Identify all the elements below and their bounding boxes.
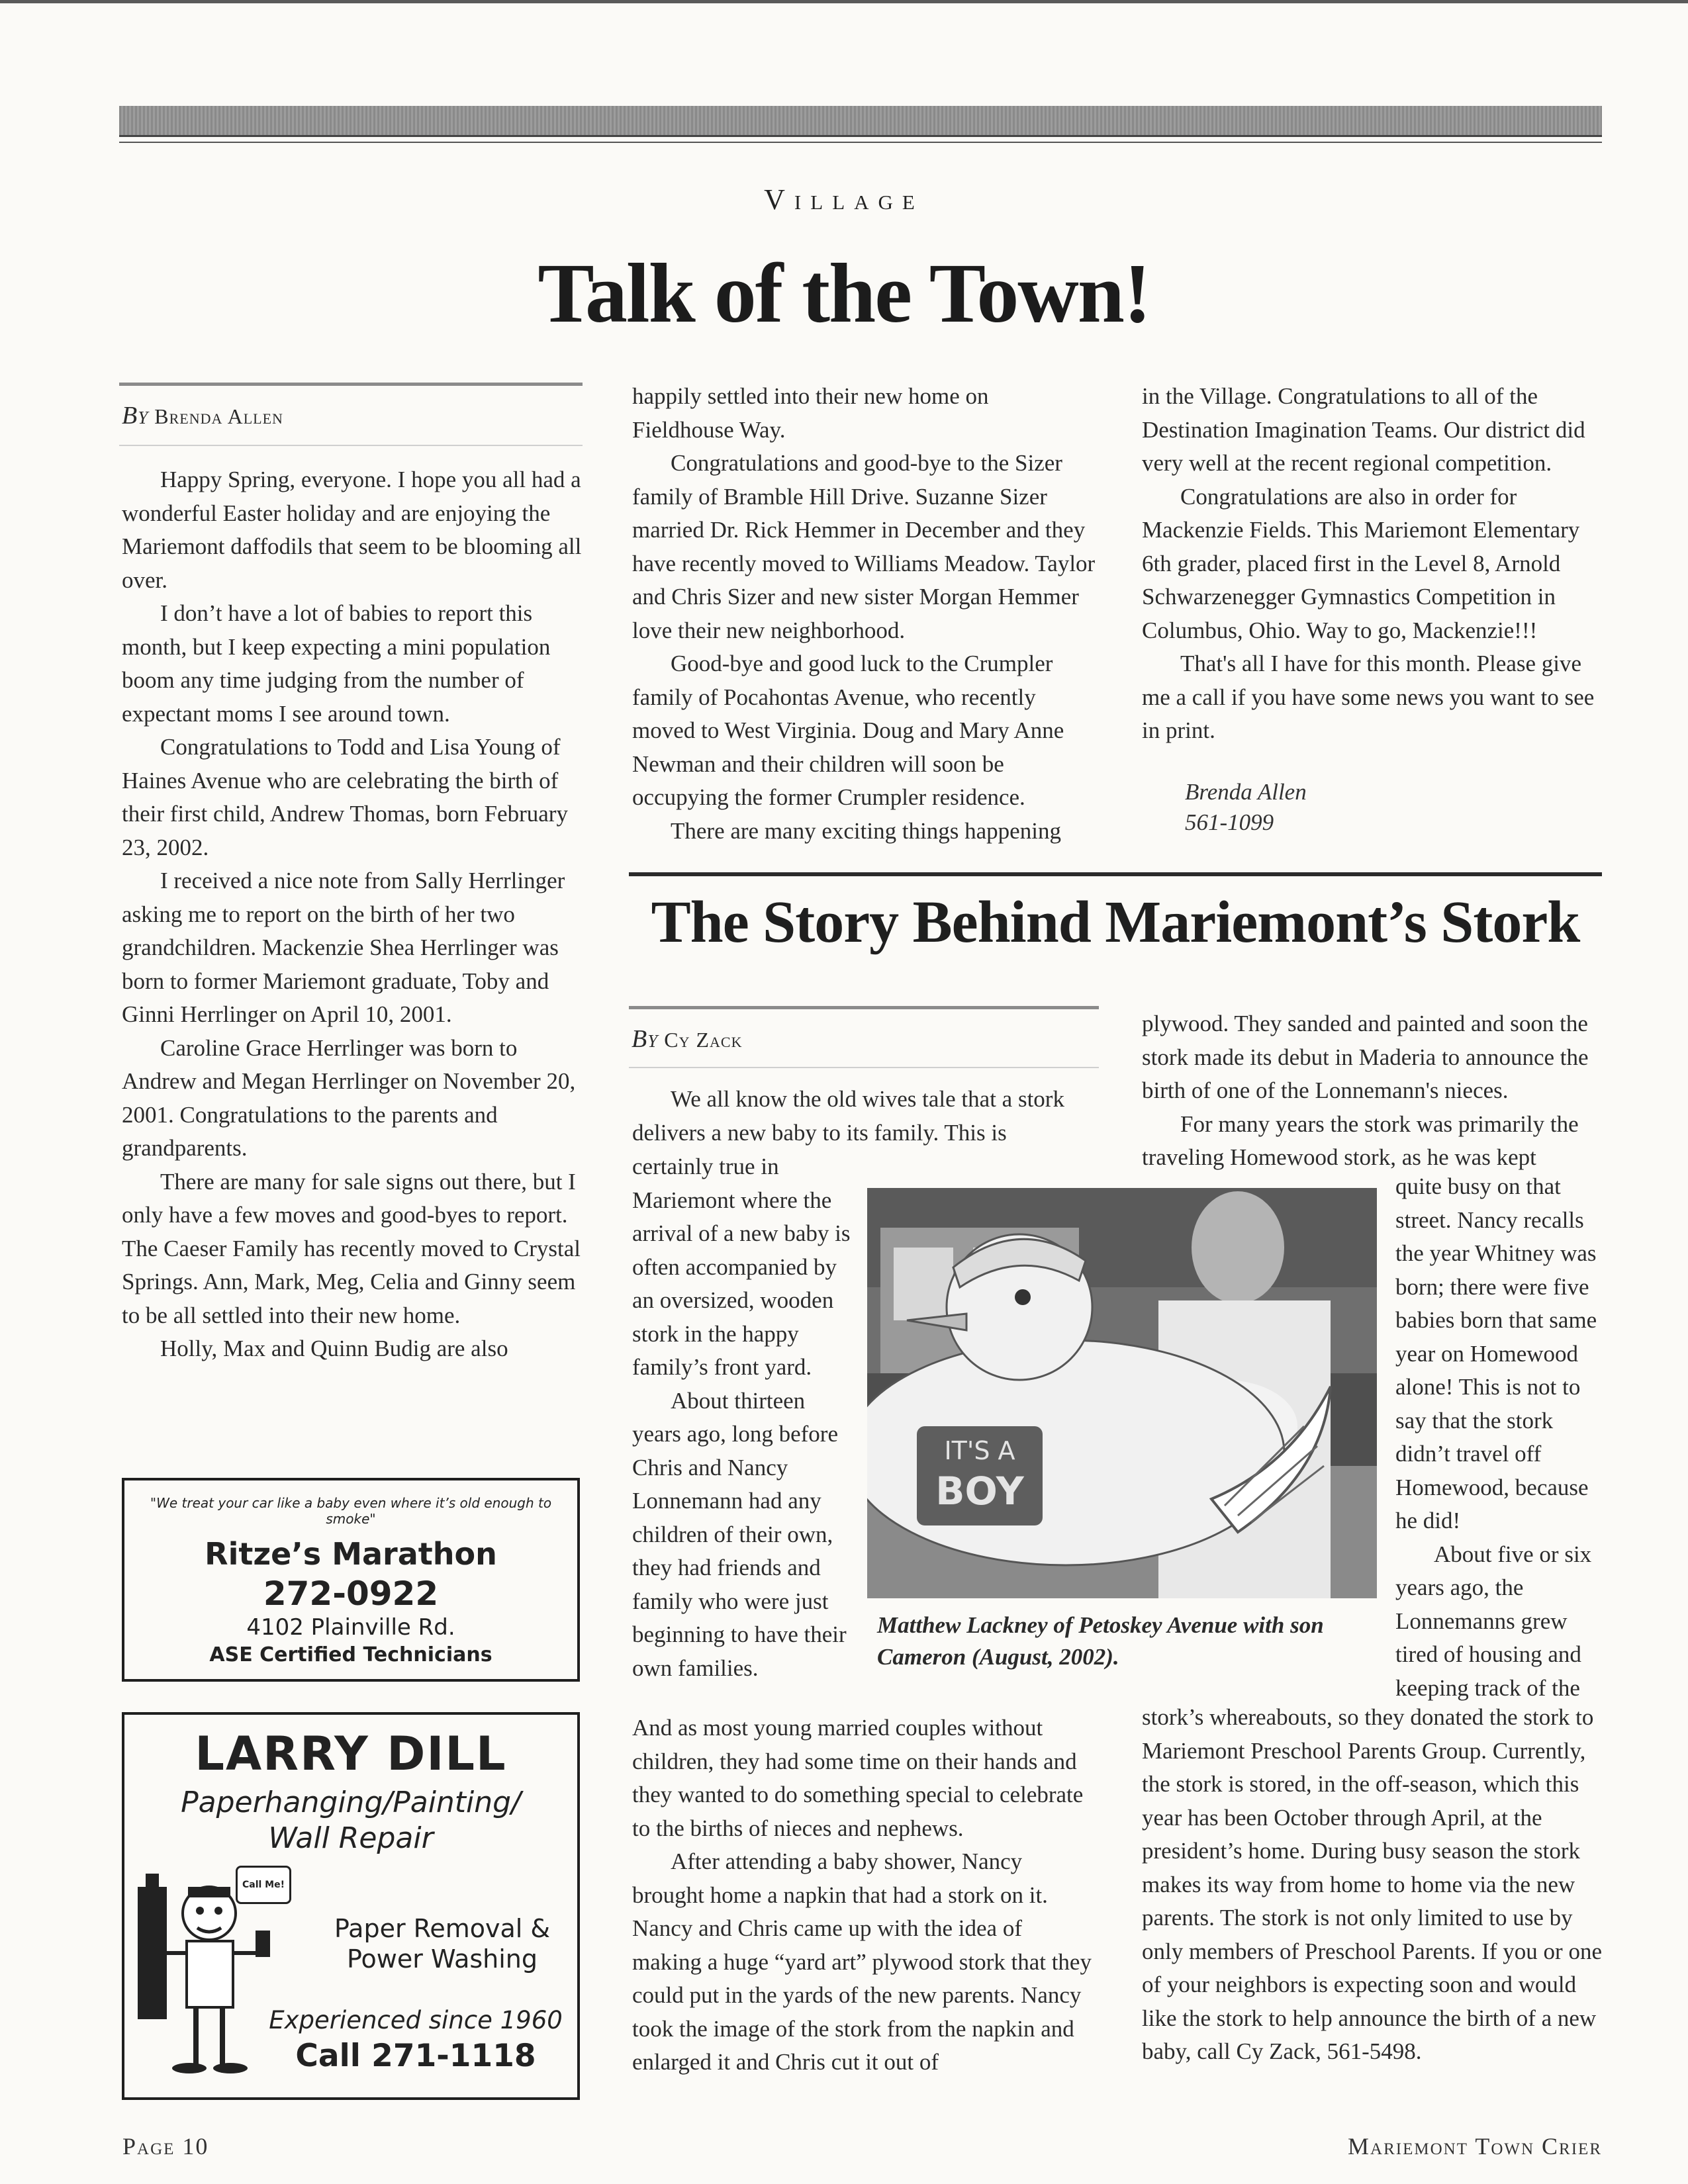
ad-extra xyxy=(316,1913,568,1974)
speech-bubble: Call Me! xyxy=(236,1866,291,1904)
article1-column3 xyxy=(1142,380,1605,748)
paragraph: Congratulations are also in order for Mackenzie Fields. This Mariemont Elementary 6th grader, placed first in the Level 8, Arnold Schwarzenegger Gymnastics Competition in Columbus, Ohio. Way to go, Mackenzie!!! xyxy=(1142,483,1580,643)
ad-ritze xyxy=(122,1478,580,1682)
paragraph: And as most young married couples without children, they had some time on their hands and they wanted to do something special to celebrate to the births of nieces and nephews. xyxy=(632,1715,1084,1841)
header-bar xyxy=(119,106,1602,137)
paragraph: I received a nice note from Sally Herrlinger asking me to report on the birth of her two grandchildren. Mackenzie Shea Herrlinger was born to former Mariemont graduate, Toby and Ginni Herrlinger on April 10, 2001. xyxy=(122,868,565,1027)
article2-right-bottom xyxy=(1142,1701,1605,2069)
ad-cert: ASE Certified Technicians xyxy=(209,1643,492,1666)
paragraph: Happy Spring, everyone. I hope you all had a wonderful Easter holiday and are enjoying the Mariemont daffodils that seem to be blooming all over. xyxy=(122,467,582,593)
paragraph: Caroline Grace Herrlinger was born to Andrew and Megan Herrlinger on November 20, 2001. Congratulations to the parents and grandparents. xyxy=(122,1034,576,1161)
ad-services-line1: Paperhanging/Painting/ xyxy=(181,1786,521,1819)
top-edge-line xyxy=(0,0,1688,3)
byline xyxy=(632,1024,742,1054)
byline-by: By xyxy=(632,1025,659,1053)
ad-name: LARRY DILL xyxy=(195,1727,507,1781)
paragraph: After attending a baby shower, Nancy brought home a napkin that had a stork on it. Nancy and Chris came up with the idea of making a huge “yard art” plywood stork that they could put in the yards of the new parents. Nancy took the image of the stork from the napkin and enlarged it and Chris cut it out of xyxy=(632,1848,1092,2075)
photo-illustration xyxy=(867,1188,1377,1598)
paragraph: We all know the old wives tale that a stork delivers a new baby to its family. This is xyxy=(632,1086,1064,1146)
signature-name: Brenda Allen xyxy=(1185,779,1307,805)
paragraph: quite busy on that street. Nancy recalls the year Whitney was born; there were five babies born that same year on Homewood alone! This is not to say that the stork didn’t travel off Homewood, because he did! xyxy=(1395,1173,1597,1533)
sign-line2: BOY xyxy=(935,1469,1024,1514)
article2-narrow-right xyxy=(1395,1170,1607,1705)
byline-rule xyxy=(629,1067,1099,1068)
signature-phone: 561-1099 xyxy=(1185,809,1274,835)
paragraph: That's all I have for this month. Please give me a call if you have some news you want to see in print. xyxy=(1142,651,1595,743)
paragraph: plywood. They sanded and painted and soon the stork made its debut in Maderia to announce the birth of one of the Lonnemann's nieces. xyxy=(1142,1011,1589,1103)
paragraph: For many years the stork was primarily the traveling Homewood stork, as he was kept xyxy=(1142,1111,1579,1170)
paragraph: happily settled into their new home on Fieldhouse Way. xyxy=(632,383,989,443)
stork-photo xyxy=(867,1188,1377,1598)
byline-rule xyxy=(119,445,583,446)
column-rule xyxy=(629,1006,1099,1009)
photo-caption: Matthew Lackney of Petoskey Avenue with son Cameron (August, 2002). xyxy=(877,1612,1324,1670)
paragraph: I don’t have a lot of babies to report this month, but I keep expecting a mini population boom any time judging from the number of expectant moms I see around town. xyxy=(122,600,551,727)
section-label: Village xyxy=(764,183,924,216)
byline-by: By xyxy=(122,402,149,430)
article2-lead xyxy=(632,1083,1096,1150)
article2-left-rest xyxy=(632,1711,1096,2079)
ad-address: 4102 Plainville Rd. xyxy=(246,1614,455,1641)
ad-tagline: "We treat your car like a baby even where it’s old enough to smoke" xyxy=(150,1495,552,1527)
article-title: Talk of the Town! xyxy=(538,246,1150,340)
paragraph: Good-bye and good luck to the Crumpler family of Pocahontas Avenue, who recently moved to West Virginia. Doug and Mary Anne Newman and their children will soon be occupying the former Crumpler residence. xyxy=(632,651,1064,810)
article1-column1 xyxy=(122,463,583,1366)
paragraph: There are many exciting things happening xyxy=(671,817,1061,844)
article2-right-top xyxy=(1142,1007,1605,1175)
ad-phone: 272-0922 xyxy=(263,1574,439,1613)
header-rule xyxy=(119,142,1602,143)
article1-column2 xyxy=(632,380,1096,848)
signature xyxy=(1185,777,1307,838)
byline xyxy=(122,401,283,430)
ad-services-line2: Wall Repair xyxy=(268,1821,434,1855)
footer-page-number: Page 10 xyxy=(122,2133,209,2160)
ad-experience: Experienced since 1960 xyxy=(269,2006,563,2034)
ad-call: Call 271-1118 xyxy=(295,2038,536,2074)
paragraph: stork’s whereabouts, so they donated the stork to Mariemont Preschool Parents Group. Currently, the stork is stored, in the off-season, which this year has been October through April, at the president’s home. During busy season the stork makes its way from home to home via the new parents. The stork is not only limited to use by only members of Preschool Parents. If you or one of your neighbors is expecting soon and would like the stork to help announce the birth of a new baby, call Cy Zack, 561-5498. xyxy=(1142,1704,1602,2064)
article2-title: The Story Behind Mariemont’s Stork xyxy=(651,889,1580,955)
article2-rule xyxy=(629,872,1602,876)
paragraph: Congratulations to Todd and Lisa Young of Haines Avenue who are celebrating the birth of their first child, Andrew Thomas, born February 23, 2002. xyxy=(122,734,568,860)
column-rule xyxy=(119,383,583,386)
ad-extra-line1: Paper Removal & xyxy=(334,1914,551,1943)
sign-line1: IT'S A xyxy=(944,1436,1015,1465)
paragraph: About thirteen years ago, long before Chris and Nancy Lonnemann had any children of their own, they had friends and family who were just beginning to have their own families. xyxy=(632,1387,847,1681)
paragraph: certainly true in Mariemont where the arrival of a new baby is often accompanied by an oversized, wooden stork in the happy family’s front yard. xyxy=(632,1154,851,1380)
ad-name: Ritze’s Marathon xyxy=(205,1536,497,1572)
footer-publication: Mariemont Town Crier xyxy=(1348,2133,1602,2160)
paragraph: Congratulations and good-bye to the Sizer family of Bramble Hill Drive. Suzanne Sizer married Dr. Rick Hemmer in December and they have recently moved to Williams Meadow. Taylor and Chris Sizer and new sister Morgan Hemmer love their new neighborhood. xyxy=(632,450,1096,643)
byline-author: Brenda Allen xyxy=(154,404,283,428)
paragraph: Holly, Max and Quinn Budig are also xyxy=(160,1336,508,1361)
paragraph: in the Village. Congratulations to all of the Destination Imagination Teams. Our district did very well at the recent regional competition. xyxy=(1142,383,1585,476)
ad-extra-line2: Power Washing xyxy=(346,1944,538,1974)
ad-larry-dill xyxy=(122,1712,580,2100)
article2-narrow-left xyxy=(632,1150,851,1685)
paragraph: There are many for sale signs out there, but I only have a few moves and good-byes to report. The Caeser Family has recently moved to Crystal Springs. Ann, Mark, Meg, Celia and Ginny seem to be all settled into their new home. xyxy=(122,1168,581,1328)
paragraph: About five or six years ago, the Lonnemanns grew tired of housing and keeping track of the xyxy=(1395,1541,1592,1701)
byline-author: Cy Zack xyxy=(664,1028,743,1052)
